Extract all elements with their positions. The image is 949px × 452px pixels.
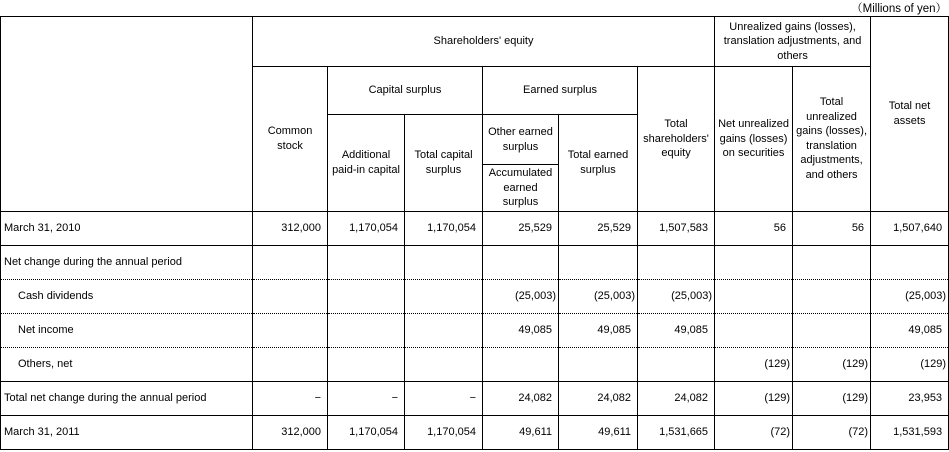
cell-additional-paid-in-capital: − xyxy=(328,381,405,415)
row-label: March 31, 2011 xyxy=(1,415,253,449)
header-total-shareholders-equity: Total shareholders' equity xyxy=(638,67,715,212)
cell-total-earned-surplus xyxy=(559,347,638,381)
cell-net-unrealized-gains: (129) xyxy=(715,347,793,381)
cell-accumulated-earned-surplus: 49,611 xyxy=(483,415,559,449)
cell-total-net-assets xyxy=(871,245,949,279)
cell-total-unrealized-gains: 56 xyxy=(793,211,871,245)
row-label: March 31, 2010 xyxy=(1,211,253,245)
cell-accumulated-earned-surplus: (25,003) xyxy=(483,279,559,313)
cell-total-net-assets: 1,507,640 xyxy=(871,211,949,245)
header-capital-surplus: Capital surplus xyxy=(328,67,483,115)
shareholders-equity-table xyxy=(0,16,949,450)
cell-net-unrealized-gains xyxy=(715,313,793,347)
header-accumulated-earned-surplus: Accumulated earned surplus xyxy=(483,165,559,212)
corner-blank-cell xyxy=(1,17,253,212)
cell-total-earned-surplus: (25,003) xyxy=(559,279,638,313)
table-row-march-31-2010 xyxy=(1,211,949,245)
cell-net-unrealized-gains xyxy=(715,245,793,279)
header-total-capital-surplus: Total capital surplus xyxy=(405,115,483,212)
cell-total-capital-surplus: 1,170,054 xyxy=(405,211,483,245)
cell-accumulated-earned-surplus: 49,085 xyxy=(483,313,559,347)
cell-additional-paid-in-capital: 1,170,054 xyxy=(328,415,405,449)
header-total-earned-surplus: Total earned surplus xyxy=(559,115,638,212)
cell-common-stock: − xyxy=(253,381,328,415)
cell-total-capital-surplus xyxy=(405,313,483,347)
cell-total-shareholders-equity: 1,531,665 xyxy=(638,415,715,449)
header-common-stock: Common stock xyxy=(253,67,328,212)
cell-additional-paid-in-capital xyxy=(328,313,405,347)
cell-total-unrealized-gains xyxy=(793,279,871,313)
header-shareholders-equity: Shareholders' equity xyxy=(253,17,715,67)
cell-total-net-assets: 1,531,593 xyxy=(871,415,949,449)
cell-total-capital-surplus xyxy=(405,347,483,381)
cell-total-shareholders-equity xyxy=(638,245,715,279)
table-row-others-net xyxy=(1,347,949,381)
cell-net-unrealized-gains: (72) xyxy=(715,415,793,449)
table-row-total-net-change xyxy=(1,381,949,415)
cell-total-net-assets: 23,953 xyxy=(871,381,949,415)
cell-net-unrealized-gains: 56 xyxy=(715,211,793,245)
cell-accumulated-earned-surplus: 24,082 xyxy=(483,381,559,415)
cell-total-capital-surplus xyxy=(405,279,483,313)
row-label: Others, net xyxy=(1,347,253,381)
cell-additional-paid-in-capital xyxy=(328,347,405,381)
header-total-unrealized-gains: Total unrealized gains (losses), translation adjustments, and others xyxy=(793,67,871,212)
cell-total-unrealized-gains xyxy=(793,313,871,347)
header-other-earned-surplus: Other earned surplus xyxy=(483,115,559,165)
row-label: Net income xyxy=(1,313,253,347)
header-earned-surplus: Earned surplus xyxy=(483,67,638,115)
cell-total-net-assets: (129) xyxy=(871,347,949,381)
cell-additional-paid-in-capital xyxy=(328,279,405,313)
row-label: Net change during the annual period xyxy=(1,245,253,279)
row-label: Cash dividends xyxy=(1,279,253,313)
cell-common-stock xyxy=(253,313,328,347)
cell-total-net-assets: 49,085 xyxy=(871,313,949,347)
cell-total-unrealized-gains: (129) xyxy=(793,347,871,381)
table-row-march-31-2011 xyxy=(1,415,949,449)
table-row-cash-dividends xyxy=(1,279,949,313)
cell-net-unrealized-gains: (129) xyxy=(715,381,793,415)
cell-total-shareholders-equity: 24,082 xyxy=(638,381,715,415)
cell-total-shareholders-equity: 49,085 xyxy=(638,313,715,347)
cell-total-shareholders-equity xyxy=(638,347,715,381)
header-additional-paid-in-capital: Additional paid-in capital xyxy=(328,115,405,212)
cell-total-capital-surplus xyxy=(405,245,483,279)
cell-total-earned-surplus: 49,085 xyxy=(559,313,638,347)
cell-accumulated-earned-surplus xyxy=(483,347,559,381)
unit-note: （Millions of yen） xyxy=(851,3,947,15)
cell-common-stock: 312,000 xyxy=(253,415,328,449)
cell-additional-paid-in-capital: 1,170,054 xyxy=(328,211,405,245)
cell-additional-paid-in-capital xyxy=(328,245,405,279)
cell-common-stock: 312,000 xyxy=(253,211,328,245)
cell-total-shareholders-equity: (25,003) xyxy=(638,279,715,313)
row-label: Total net change during the annual period xyxy=(1,381,253,415)
cell-total-earned-surplus xyxy=(559,245,638,279)
header-net-unrealized-gains: Net unrealized gains (losses) on securities xyxy=(715,67,793,212)
cell-net-unrealized-gains xyxy=(715,279,793,313)
cell-total-unrealized-gains xyxy=(793,245,871,279)
header-row-1 xyxy=(1,17,949,67)
table-row-net-change xyxy=(1,245,949,279)
header-total-net-assets: Total net assets xyxy=(871,17,949,212)
cell-common-stock xyxy=(253,279,328,313)
cell-total-shareholders-equity: 1,507,583 xyxy=(638,211,715,245)
cell-total-net-assets: (25,003) xyxy=(871,279,949,313)
cell-accumulated-earned-surplus: 25,529 xyxy=(483,211,559,245)
cell-total-unrealized-gains: (72) xyxy=(793,415,871,449)
cell-total-earned-surplus: 24,082 xyxy=(559,381,638,415)
cell-total-unrealized-gains: (129) xyxy=(793,381,871,415)
cell-total-earned-surplus: 49,611 xyxy=(559,415,638,449)
cell-common-stock xyxy=(253,245,328,279)
cell-common-stock xyxy=(253,347,328,381)
cell-accumulated-earned-surplus xyxy=(483,245,559,279)
cell-total-capital-surplus: 1,170,054 xyxy=(405,415,483,449)
cell-total-capital-surplus: − xyxy=(405,381,483,415)
cell-total-earned-surplus: 25,529 xyxy=(559,211,638,245)
header-unrealized-group: Unrealized gains (losses), translation adjustments, and others xyxy=(715,17,871,67)
table-row-net-income xyxy=(1,313,949,347)
